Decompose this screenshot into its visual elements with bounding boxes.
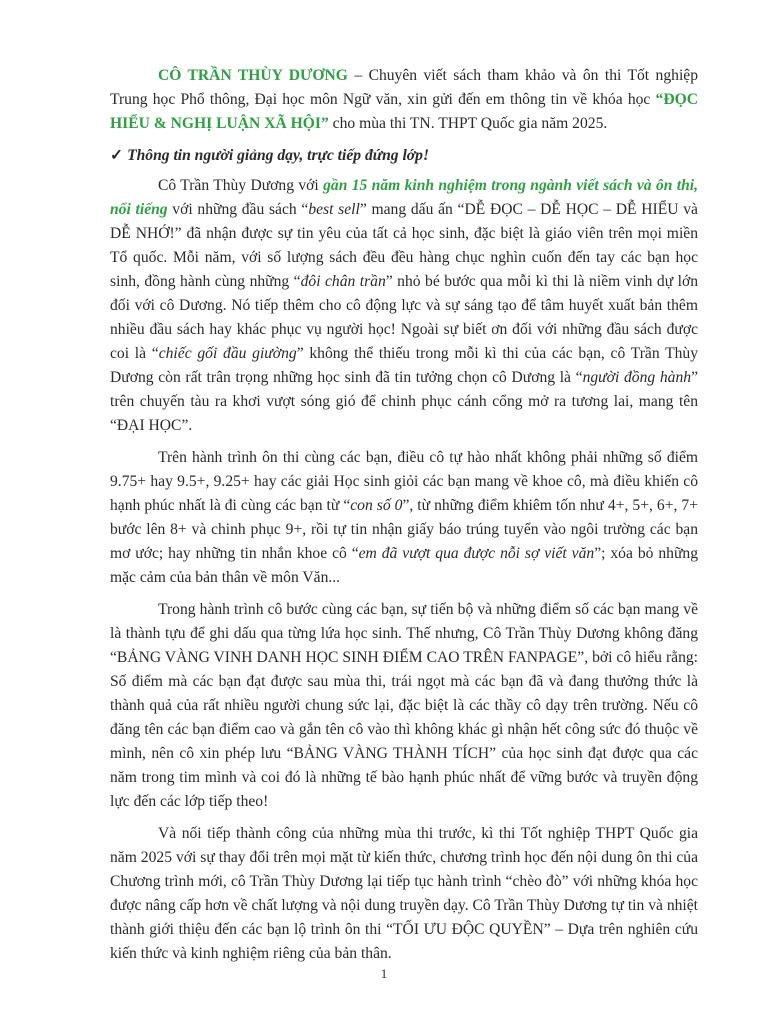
experience-highlight: gần 15 năm kinh nghiệm trong ngành viết sách và ôn thi, nổi tiếng	[110, 177, 699, 218]
intro-text-1: – Chuyên viết sách tham khảo và ôn thi Tốt nghiệp Trung học Phổ thông, Đại học môn Ngữ văn, xin gửi đến em thông tin về khóa học	[110, 67, 698, 108]
p2-text-1: Trên hành trình ôn thi cùng các bạn, điều cô tự hào nhất không phải những số điểm 9.75+ hay 9.5+, 9.25+ hay các giải Học sinh giỏi các bạn mang về khoe cô, mà điều khiến cô hạnh phúc nhất là đi cùng các bạn từ “	[110, 449, 698, 514]
p1-text-6: ” trên chuyến tàu ra khơi vượt sóng gió để chinh phục cánh cổng mở ra tương lai, mang tên “ĐẠI HỌC”.	[110, 369, 698, 434]
paragraph-experience	[110, 174, 698, 438]
section-heading-text: Thông tin người giảng dạy, trực tiếp đứng lớp!	[127, 147, 430, 164]
con-so-0-term: con số 0	[350, 497, 403, 514]
doi-chan-tran-term: đôi chân trần	[300, 273, 386, 290]
intro-paragraph	[110, 64, 698, 136]
em-da-quote: em đã vượt qua được nỗi sợ viết văn	[358, 545, 595, 562]
best-sell-term: best sell	[308, 201, 360, 218]
p1-text-3: ” mang dấu ấn “DỄ ĐỌC – DỄ HỌC – DỄ HIỂU và DỄ NHỚ!” đã nhận được sự tin yêu của tất cả học sinh, đặc biệt là giáo viên trên mọi miền Tổ quốc. Mỗi năm, với số lượng sách đều đều hàng chục nghìn cuốn đến tay các bạn học sinh, đồng hành cùng những “	[110, 201, 698, 290]
author-name: CÔ TRẦN THÙY DƯƠNG	[158, 67, 348, 84]
chiec-goi-term: chiếc gối đầu giường	[158, 345, 297, 362]
p1-text-5: ” không thể thiếu trong mỗi kì thi của các bạn, cô Trần Thùy Dương còn rất trân trọng những học sinh đã tin tưởng chọn cô Dương là “	[110, 345, 698, 386]
p1-text-2: với những đầu sách “	[167, 201, 309, 218]
p2-text-2: ”, từ những điểm khiêm tốn như 4+, 5+, 6+, 7+ bước lên 8+ và chinh phục 9+, rồi tự tin nhận giấy báo trúng tuyển vào ngôi trường các bạn mơ ước; hay những tin nhắn khoe cô “	[110, 497, 698, 562]
p2-text-3: ”; xóa bỏ những mặc cảm của bản thân về môn Văn...	[110, 545, 698, 586]
nguoi-dong-hanh-term: người đồng hành	[582, 369, 692, 386]
paragraph-honor-board: Trong hành trình cô bước cùng các bạn, sự tiến bộ và những điểm số các bạn mang về là thành tựu để ghi dấu qua từng lứa học sinh. Thế nhưng, Cô Trần Thùy Dương không đăng “BẢNG VÀNG VINH DANH HỌC SINH ĐIỂM CAO TRÊN FANPAGE”, bởi cô hiểu rằng: Số điểm mà các bạn đạt được sau mùa thi, trái ngọt mà các bạn đã và đang thưởng thức là thành quả của rất nhiều người chung sức lại, đặc biệt là các thầy cô dạy trên trường. Nếu cô đăng tên các bạn điểm cao và gắn tên cô vào thì không khác gì nhận hết công sức đó thuộc về mình, nên cô xin phép lưu “BẢNG VÀNG THÀNH TÍCH” của học sinh đạt được qua các năm trong tim mình và coi đó là những tế bào hạnh phúc nhất để vững bước và truyền động lực đến các lớp tiếp theo!	[110, 601, 698, 810]
p1-text-4: ” nhỏ bé bước qua mỗi kì thi là niềm vinh dự lớn đối với cô Dương. Nó tiếp thêm cho cô động lực và sự sáng tạo để tâm huyết xuất bản thêm nhiều đầu sách hay khác phục vụ người học! Ngoài sự biết ơn đối với những đầu sách được coi là “	[110, 273, 698, 362]
intro-text-2: cho mùa thi TN. THPT Quốc gia năm 2025.	[328, 115, 608, 132]
checkmark-icon: ✓	[110, 147, 124, 164]
document-body	[110, 64, 698, 974]
paragraph-pride	[110, 446, 698, 590]
course-name: “ĐỌC HIỂU & NGHỊ LUẬN XÃ HỘI”	[110, 91, 698, 132]
p1-text-1: Cô Trần Thùy Dương với	[158, 177, 324, 194]
page-number: 1	[380, 966, 388, 981]
paragraph-2025-course: Và nối tiếp thành công của những mùa thi trước, kì thi Tốt nghiệp THPT Quốc gia năm 2025 với sự thay đổi trên mọi mặt từ kiến thức, chương trình học đến nội dung ôn thi của Chương trình mới, cô Trần Thùy Dương lại tiếp tục hành trình “chèo đò” với những khóa học được nâng cấp hơn về chất lượng và nội dung truyền dạy. Cô Trần Thùy Dương tự tin và nhiệt thành giới thiệu đến các bạn lộ trình ôn thi “TỐI ƯU ĐỘC QUYỀN” – Dựa trên nghiên cứu kiến thức và kinh nghiệm riêng của bản thân.	[110, 825, 698, 962]
section-heading	[110, 144, 698, 168]
